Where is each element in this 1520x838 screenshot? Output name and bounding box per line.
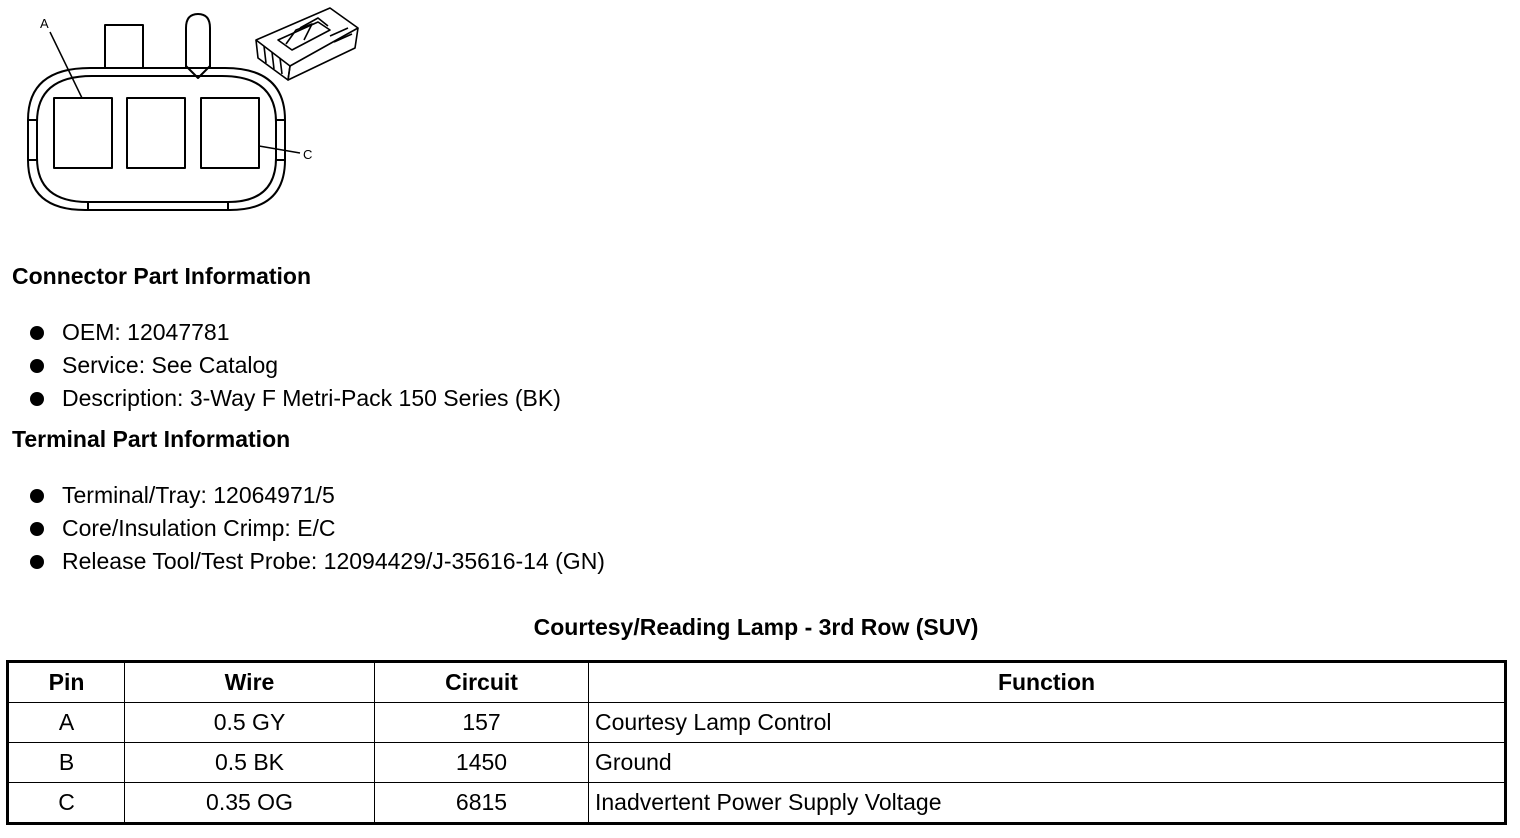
- list-item: [30, 316, 561, 349]
- function-cell: Courtesy Lamp Control: [589, 703, 1506, 743]
- pin-cell: B: [8, 743, 125, 783]
- lock-tab: [105, 25, 143, 68]
- circuit-cell: 157: [375, 703, 589, 743]
- wire-cell: 0.35 OG: [125, 783, 375, 824]
- terminal-part-information-list: [30, 479, 605, 578]
- table-header-row: [8, 662, 1506, 703]
- circuit-cell: 1450: [375, 743, 589, 783]
- table-title: Courtesy/Reading Lamp - 3rd Row (SUV): [533, 614, 979, 640]
- list-item-text: Description: 3-Way F Metri-Pack 150 Series (BK): [62, 385, 561, 411]
- pinout-table: [6, 660, 1507, 825]
- list-item: [30, 545, 605, 578]
- bullet-icon: [30, 392, 44, 406]
- cavity-label-a: A: [40, 16, 49, 31]
- bullet-icon: [30, 489, 44, 503]
- connector-housing-inner-rim: [37, 76, 276, 202]
- connector-face-diagram: [0, 0, 380, 225]
- column-header-wire: Wire: [125, 662, 375, 703]
- connector-part-information-list: [30, 316, 561, 415]
- list-item: [30, 479, 605, 512]
- list-item-text: Service: See Catalog: [62, 352, 279, 378]
- list-item-text: Core/Insulation Crimp: E/C: [62, 515, 336, 541]
- wire-cell: 0.5 BK: [125, 743, 375, 783]
- list-item-text: OEM: 12047781: [62, 319, 230, 345]
- leader-line-c: [259, 146, 300, 153]
- connector-iso-illustration: [256, 8, 358, 80]
- function-cell: Ground: [589, 743, 1506, 783]
- column-header-circuit: Circuit: [375, 662, 589, 703]
- column-header-pin: Pin: [8, 662, 125, 703]
- bullet-icon: [30, 555, 44, 569]
- leader-line-a: [50, 32, 82, 98]
- bullet-icon: [30, 326, 44, 340]
- cavity-b: [127, 98, 185, 168]
- cavity-a: [54, 98, 112, 168]
- connector-housing-outline: [28, 68, 285, 210]
- bullet-icon: [30, 359, 44, 373]
- table-row: [8, 703, 1506, 743]
- list-item: [30, 512, 605, 545]
- cavity-label-c: C: [303, 147, 313, 162]
- list-item: [30, 349, 561, 382]
- pin-cell: A: [8, 703, 125, 743]
- column-header-function: Function: [589, 662, 1506, 703]
- bullet-icon: [30, 522, 44, 536]
- table-row: [8, 783, 1506, 824]
- list-item-text: Terminal/Tray: 12064971/5: [62, 482, 335, 508]
- circuit-cell: 6815: [375, 783, 589, 824]
- connector-part-information-heading: Connector Part Information: [12, 263, 312, 289]
- list-item: [30, 382, 561, 415]
- wire-cell: 0.5 GY: [125, 703, 375, 743]
- pin-cell: C: [8, 783, 125, 824]
- terminal-part-information-heading: Terminal Part Information: [12, 426, 291, 452]
- function-cell: Inadvertent Power Supply Voltage: [589, 783, 1506, 824]
- table-row: [8, 743, 1506, 783]
- cavity-c: [201, 98, 259, 168]
- list-item-text: Release Tool/Test Probe: 12094429/J-35616-14 (GN): [62, 548, 605, 574]
